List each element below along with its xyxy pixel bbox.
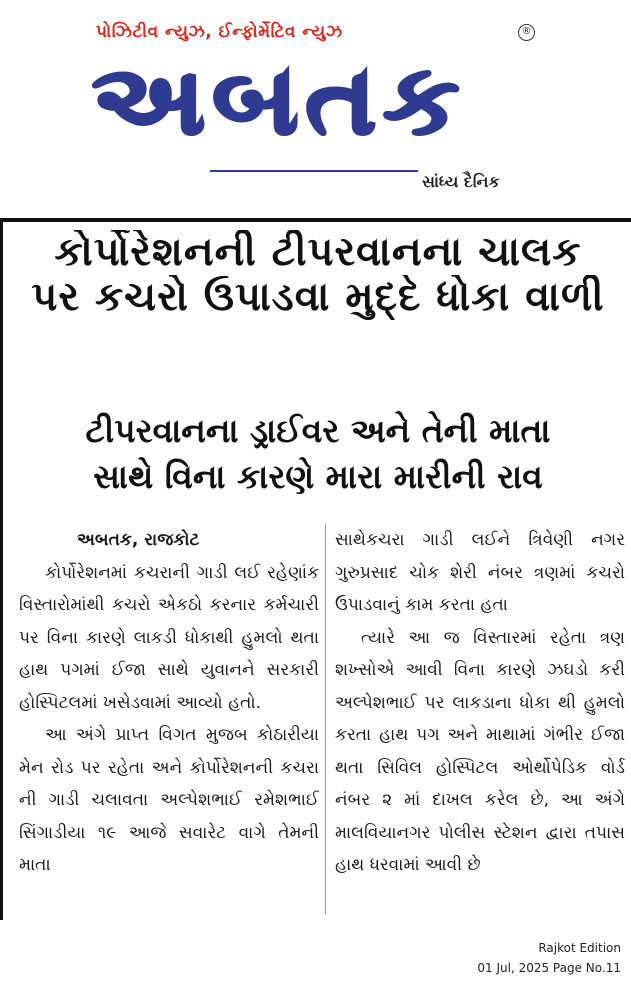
subheadline [9, 408, 627, 508]
subheadline-line-2: સાથે વિના કારણે મારા મારીની રાવ [93, 457, 543, 496]
edition-type: સાંધ્ય દૈનિક [422, 172, 500, 191]
subheadline-line-1: ટીપરવાનના ડ્રાઈવર અને તેની માતા [85, 411, 551, 450]
article-column-right [335, 524, 625, 924]
article-column-left [19, 524, 319, 924]
registered-mark: ® [518, 24, 535, 41]
paragraph: સાથેકચરા ગાડી લઈને ત્રિવેણી નગર ગુરુપ્રસાદ ચોક શેરી નંબર ત્રણમાં કચરો ઉપાડવાનું કામ કરતા હતા [335, 530, 625, 615]
page-footer [421, 938, 621, 978]
masthead [0, 0, 631, 218]
column-divider [325, 524, 326, 914]
paragraph: કોર્પોરેશનમાં કચરાની ગાડી લઈ રહેણાંક વિસ્તારોમાંથી કચરો એકઠો કરનાર કર્મચારી પર વિના કારણે લાકડી ધોકાથી હુમલો થતા હાથ પગમાં ઈજા સાથે યુવાનને સરકારી હોસ્પિટલમાં ખસેડવામાં આવ્યો હતો. [19, 562, 319, 713]
article [0, 218, 631, 920]
paragraph: આ અંગે પ્રાપ્ત વિગત મુજબ કોઠારીયા મેન રોડ પર રહેતા અને કોર્પોરેશનની કચરા ની ગાડી ચલાવતા અલ્પેશભાઈ રમેશભાઈ સિંગાડીયા ૧૯ આજે સવારેટ વાગે તેમની માતા [19, 725, 319, 875]
edition-date-page: 01 Jul, 2025 Page No.11 [477, 961, 621, 975]
paragraph: ત્યારે આ જ વિસ્તારમાં રહેતા ત્રણ શખ્સોએ આવી વિના કારણે ઝઘડો કરી અલ્પેશભાઈ પર લાકડાના ધોકા થી હુમલો કરતા હાથ પગ અને માથામાં ગંભીર ઈજા થતા સિવિલ હોસ્પિટલ ઓર્થોપેડિક વોર્ડ નંબર ૨ માં દાખલ કરેલ છે, આ અંગે માલવિયાનગર પોલીસ સ્ટેશન દ્વારા તપાસ હાથ ધરવામાં આવી છે [335, 627, 625, 875]
headline [9, 230, 627, 410]
headline-line-2: પર કચરો ઉપાડવા મુદ્દે ધોકા વાળી [31, 275, 605, 320]
edition-name: Rajkot Edition [538, 941, 621, 955]
newspaper-logo: અબતક [92, 44, 466, 156]
dateline: અબતક, રાજકોટ [77, 530, 200, 550]
masthead-tagline: પોઝિટીવ ન્યુઝ, ઈન્ફોર્મેટિવ ન્યુઝ [96, 22, 343, 42]
masthead-rule [210, 170, 418, 172]
headline-line-1: કોર્પોરેશનની ટીપરવાનના ચાલક [54, 230, 582, 275]
